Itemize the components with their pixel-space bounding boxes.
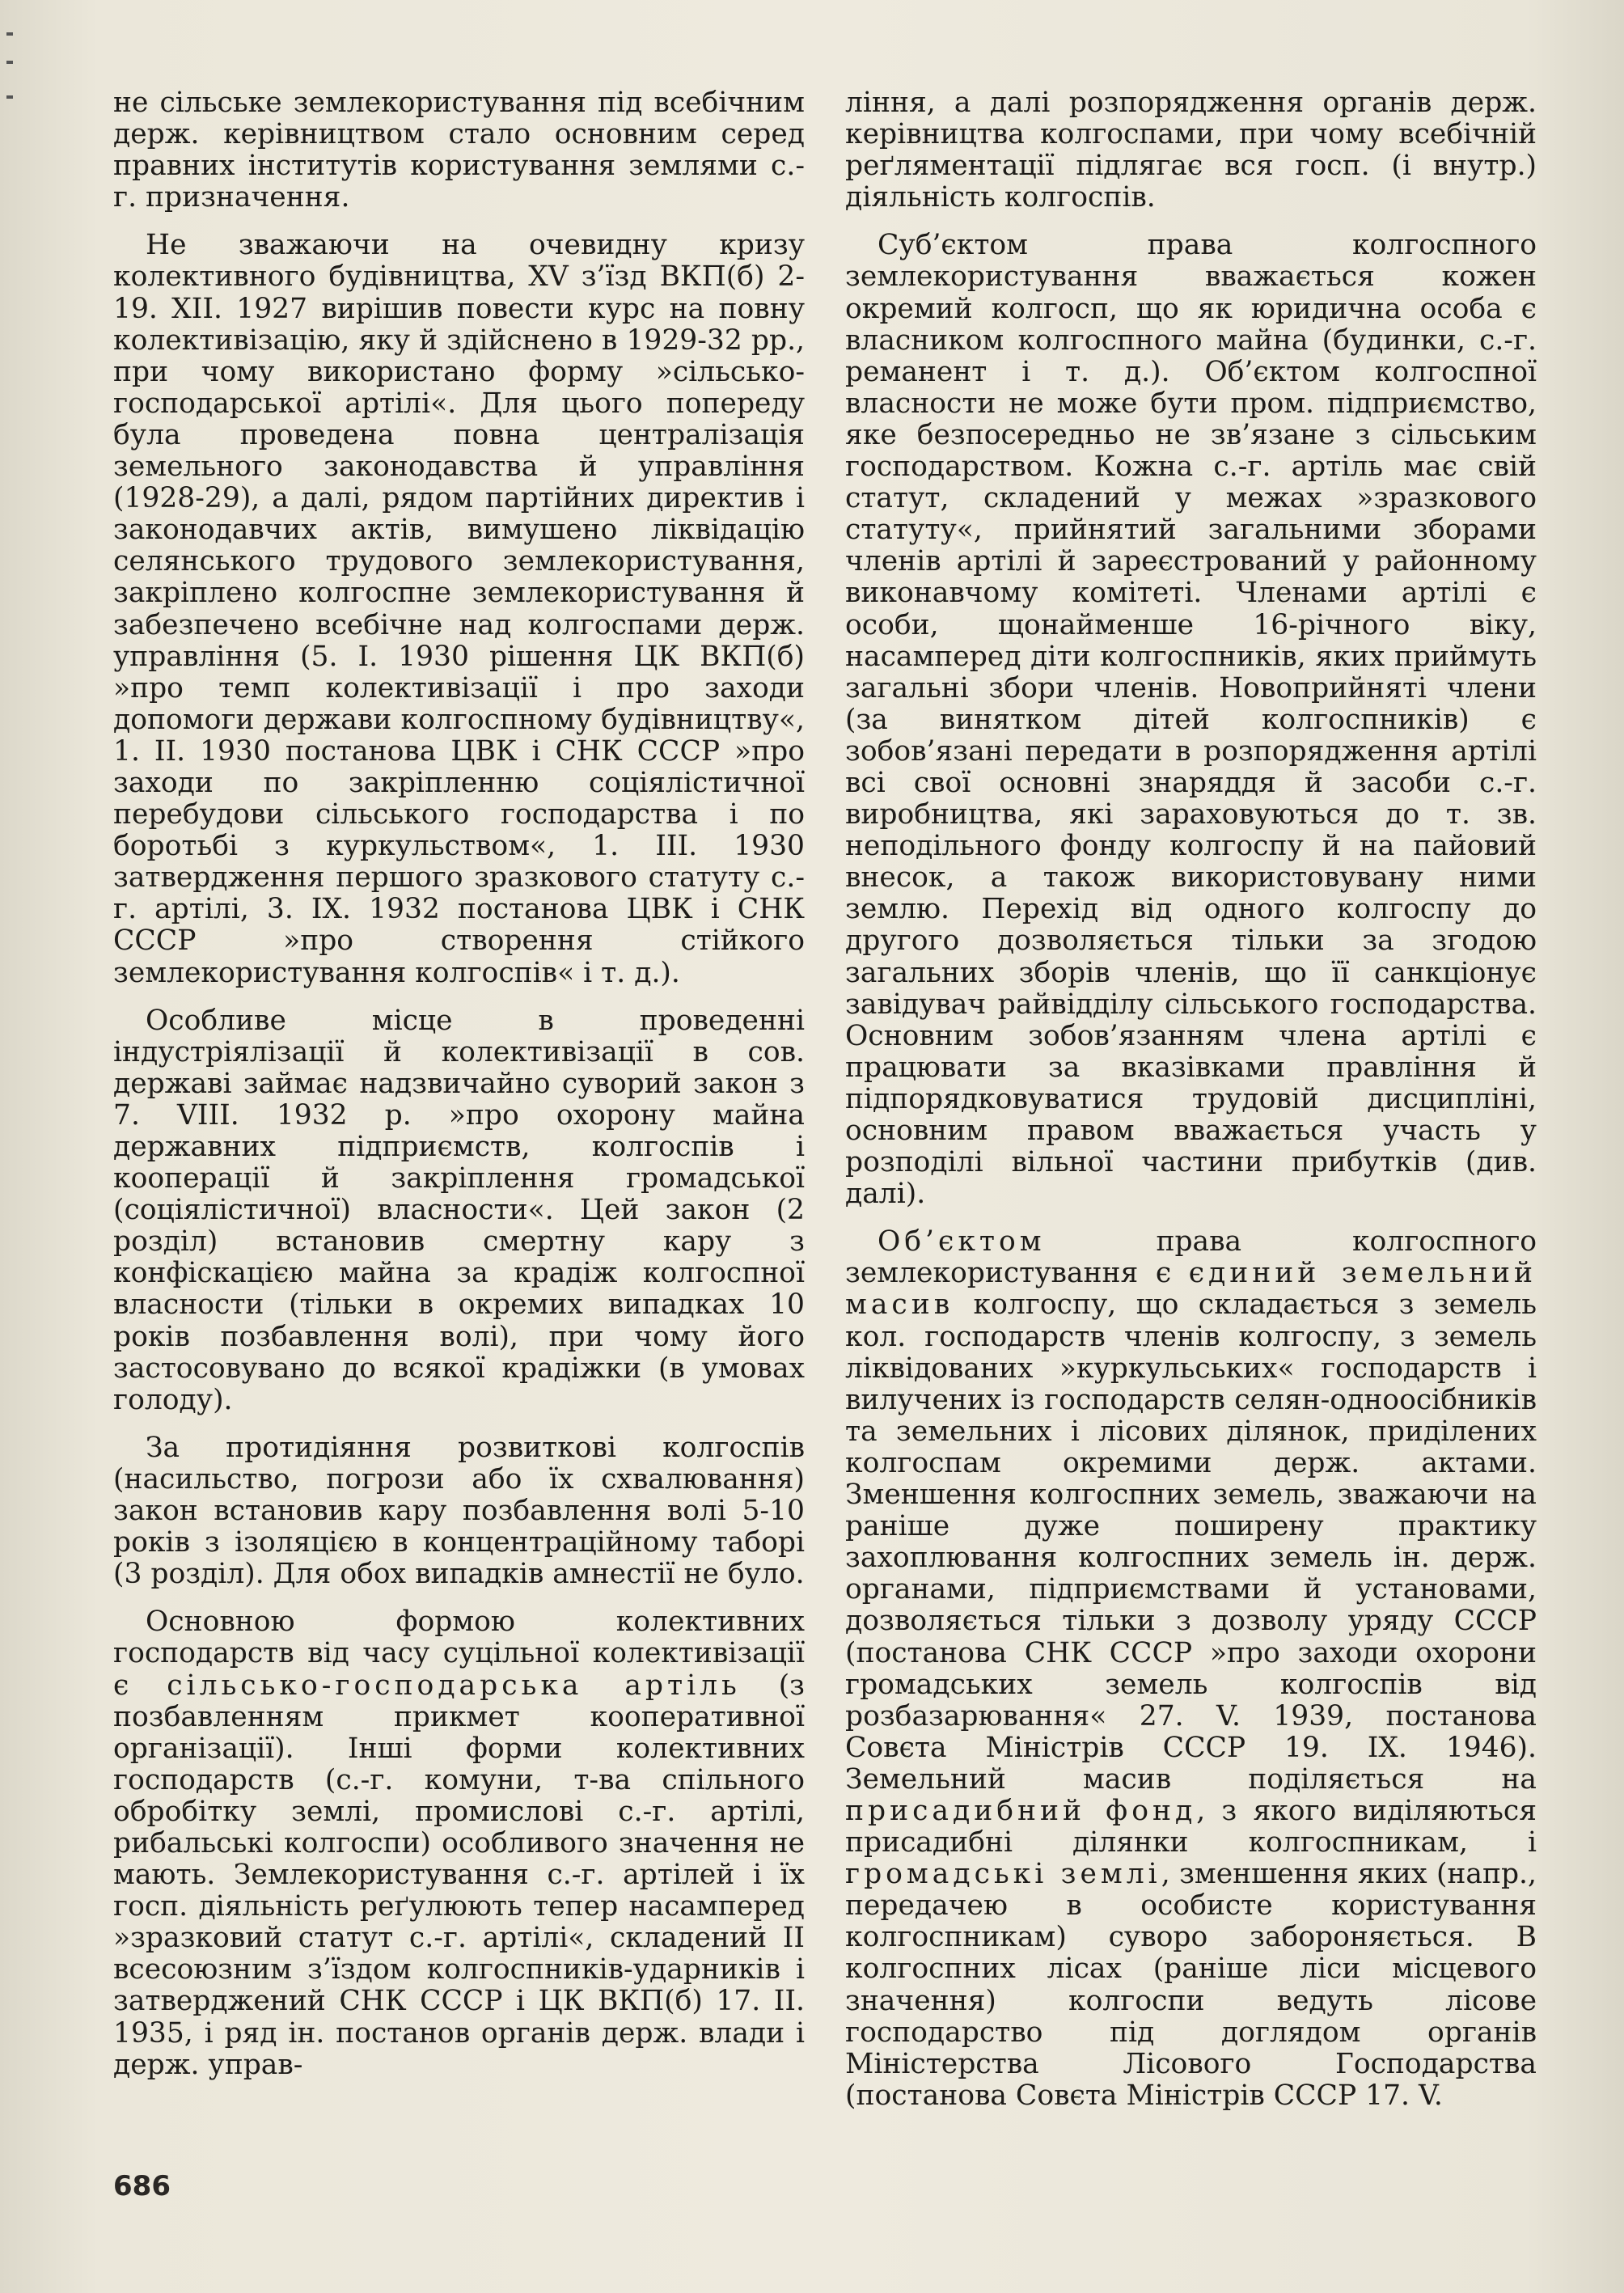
page-number: 686 — [113, 2170, 171, 2202]
spaced-term: єдиний земельний масив — [845, 1257, 1537, 1322]
text-run: , зменшення яких (напр., передачею в особисте користування колгоспникам) суворо забороняється. В колгоспних лісах (раніше ліси місцевого значення) колгоспи ведуть лісове господарство під доглядом органів Міністерства Лісового Господарства (постанова Совєта Міністрів СССР 17. V. — [845, 1858, 1537, 2112]
paragraph: Суб’єктом права колгоспного землекористування вважається кожен окремий колгосп, що як юридична особа є власником колгоспного майна (будинки, с.-г. реманент і т. д.). Об’єктом колгоспної власности не може бути пром. підприємство, яке безпосередньо не зв’язане з сільським господарством. Кожна с.-г. артіль має свій статут, складений у межах »зразкового статуту«, прийнятий загальними зборами членів артілі й зареєстрований у районному виконавчому комітеті. Членами артілі є особи, щонайменше 16-річного віку, насамперед діти колгоспників, яких приймуть загальні збори членів. Новоприйняті члени (за винятком дітей колгоспників) є зобов’язані передати в розпорядження артілі всі свої основні знаряддя й засоби с.-г. виробництва, які зараховуються до т. зв. неподільного фонду колгоспу й на пайовий внесок, а також використовувану ними землю. Перехід від одного колгоспу до другого дозволяється тільки за згодою загальних зборів членів, що її санкціонує завідувач райвідділу сільського господарства. Основним зобов’язанням члена артілі є працювати за вказівками правління й підпорядковуватися трудовій дисципліні, основним правом вважається участь у розподілі вільної частини прибутків (див. далі). — [845, 229, 1537, 1211]
margin-mark — [6, 32, 13, 36]
paragraph — [845, 1226, 1537, 2112]
paragraph: Особливе місце в проведенні індустріялізації й колективізації в сов. державі займає надзвичайно суворий закон з 7. VIII. 1932 р. »про охорону майна державних підприємств, колгоспів і кооперації й закріплення громадської (соціялістичної) власности«. Цей закон (2 розділ) встановив смертну кару з конфіскацією майна за крадіж колгоспної власности (тільки в окремих випадках 10 років позбавлення волі), при чому його застосовувано до всякої крадіжки (в умовах голоду). — [113, 1004, 805, 1416]
text-run: Основною формою колективних господарств від часу суцільної колективізації є — [113, 1606, 805, 1702]
paragraph: не сільське землекористування під всебічним держ. керівництвом стало основним серед правних інститутів користування землями с.-г. призначення. — [113, 87, 805, 214]
spaced-term: Об’єктом — [878, 1225, 1046, 1259]
paragraph — [113, 1606, 805, 2080]
text-run: , з якого виділяються присадибні ділянки колгоспникам, і — [845, 1794, 1537, 1859]
text-run: права колгоспного землекористування є — [845, 1225, 1537, 1290]
margin-mark — [6, 95, 13, 99]
left-column — [113, 87, 805, 2081]
text-run: (з позбавленням прикмет кооперативної організації). Інші форми колективних господарств (с.-г. комуни, т-ва спільного обробітку землі, промислові с.-г. артілі, рибальські колгоспи) особливого значення не мають. Землекористування с.-г. артілей і їх госп. діяльність реґулюють тепер насамперед »зразковий статут с.-г. артілі«, складений II всесоюзним з’їздом колгоспників-ударників і затверджений СНК СССР і ЦК ВКП(б) 17. II. 1935, і ряд ін. постанов органів держ. влади і держ. управ- — [113, 1669, 806, 2081]
paragraph: ління, а далі розпорядження органів держ. керівництва колгоспами, при чому всебічній реґляментації підлягає вся госп. (і внутр.) діяльність колгоспів. — [845, 87, 1537, 214]
margin-mark — [6, 61, 13, 64]
right-column — [845, 87, 1537, 2112]
text-run: колгоспу, що складається з земель кол. господарств членів колгоспу, з земель ліквідованих »куркульських« господарств і вилучених із господарств селян-одноосібників та земельних і лісових ділянок, приділених колгоспам окремими держ. актами. Зменшення колгоспних земель, зважаючи на раніше дуже поширену практику захоплювання колгоспних земель ін. держ. органами, підприємствами й установами, дозволяється тільки з дозволу уряду СССР (постанова СНК СССР »про заходи охорони громадських земель колгоспів від розбазарювання« 27. V. 1939, постанова Совєта Міністрів СССР 19. IX. 1946). Земельний масив поділяється на — [845, 1288, 1537, 1796]
spaced-term: громадські землі — [845, 1858, 1161, 1891]
paragraph: За протидіяння розвиткові колгоспів (насильство, погрози або їх схвалювання) закон встановив кару позбавлення волі 5-10 років з ізоляцією в концентраційному таборі (3 розділ). Для обох випадків амнестії не було. — [113, 1431, 805, 1591]
paragraph: Не зважаючи на очевидну кризу колективного будівництва, XV з’їзд ВКП(б) 2-19. XII. 1927 вирішив повести курс на повну колективізацію, яку й здійснено в 1929-32 рр., при чому використано форму »сільсько-господарської артілі«. Для цього попереду була проведена повна централізація земельного законодавства й управління (1928-29), а далі, рядом партійних директив і законодавчих актів, вимушено ліквідацію селянського трудового землекористування, закріплено колгоспне землекористування й забезпечено всебічне над колгоспами держ. управління (5. І. 1930 рішення ЦК ВКП(б) »про темп колективізації і про заходи допомоги держави колгоспному будівництву«, 1. ІІ. 1930 постанова ЦВК і СНК СССР »про заходи по закріпленню соціялістичної перебудови сільського господарства і по боротьбі з куркульством«, 1. ІІІ. 1930 затвердження першого зразкового статуту с.-г. артілі, 3. ІХ. 1932 постанова ЦВК і СНК СССР »про створення стійкого землекористування колгоспів« і т. д.). — [113, 229, 805, 989]
spaced-term: сільсько-господарська артіль — [167, 1669, 741, 1702]
spaced-term: присадибний фонд — [845, 1794, 1197, 1827]
